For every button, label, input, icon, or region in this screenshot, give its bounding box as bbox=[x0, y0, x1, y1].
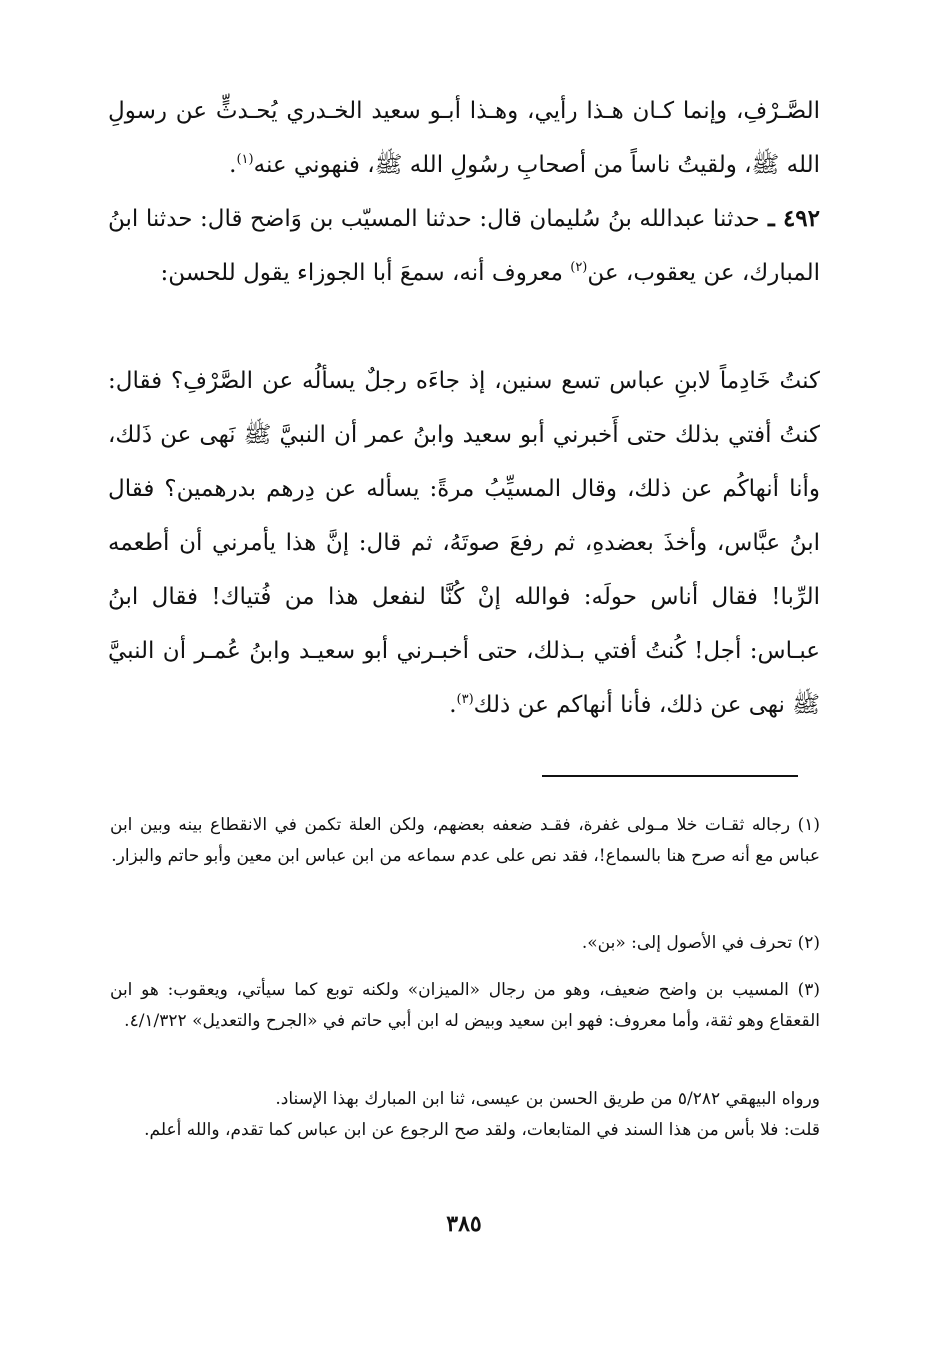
hadith-paragraph bbox=[108, 192, 820, 300]
footnote-3 bbox=[110, 975, 820, 1037]
hadith-number: ٤٩٢ bbox=[782, 205, 820, 232]
matn-text: كنتُ خَادِماً لابنِ عباس تسع سنين، إذ جاءَه رجلٌ يسألُه عن الصَّرْفِ؟ فقال: كنتُ أفتي بذلك حتى أَخبرني أبو سعيد وابنُ عمر أن النبيَّ ﷺ نَهى عن ذَلك، وأنا أنهاكُم عن ذلك، وقال المسيِّبُ مرةً: يسأله عن دِرهم بدرهمين؟ فقال ابنُ عبَّاس، وأخذَ بعضدهِ، ثم رفعَ صوتَهُ، ثم قال: إنَّ هذا يأمرني أن أطعمه الرِّبا! فقال أناس حولَه: فوالله إنْ كُنَّا لنفعل هذا من فُتياك! فقال ابنُ عبـاس: أجل! كُنتُ أفتي بـذلك، حتى أخبـرني أبو سعيـد وابنُ عُمـر أن النبيَّ ﷺ نهى عن ذلك، فأنا أنهاكم عن ذلك bbox=[108, 368, 820, 718]
footnote-3-line-3 bbox=[110, 1115, 820, 1145]
footnote-3-line-3-text: قلت: فلا بأس من هذا السند في المتابعات، ولقد صح الرجوع عن ابن عباس كما تقدم، والله أعلم. bbox=[144, 1120, 820, 1140]
hadith-matn-paragraph bbox=[108, 354, 820, 732]
footnote-1-marker: (١) bbox=[797, 815, 820, 835]
footnote-separator bbox=[542, 775, 798, 777]
footnote-3-marker: (٣) bbox=[797, 980, 820, 1000]
footnote-2 bbox=[110, 928, 820, 959]
footnote-3-line-2-text: ورواه البيهقي ٥/٢٨٢ من طريق الحسن بن عيسى، ثنا ابن المبارك بهذا الإسناد. bbox=[275, 1089, 820, 1109]
footnote-3-text: المسيب بن واضح ضعيف، وهو من رجال «الميزان» ولكنه توبع كما سيأتي، ويعقوب: هو ابن القعقاع وهو ثقة، وأما معروف: فهو ابن سعيد وبيض له ابن أبي حاتم في «الجرح والتعديل» ٤/١/٣٢٢. bbox=[110, 980, 820, 1031]
paragraph-1-end: . bbox=[229, 152, 237, 178]
hadith-number-dash: ـ bbox=[759, 205, 783, 232]
footnote-3-line-2 bbox=[110, 1084, 820, 1114]
page-number: ٣٨٥ bbox=[446, 1211, 482, 1237]
footnote-ref-3: (٣) bbox=[456, 692, 474, 707]
isnad-text: حدثنا عبدالله بنُ سُليمان قال: حدثنا المسيّب بن وَاضح قال: حدثنا ابنُ المبارك، عن يعقوب، عن bbox=[108, 206, 820, 286]
footnote-ref-2: (٢) bbox=[570, 260, 588, 275]
footnote-1 bbox=[110, 810, 820, 872]
body-paragraph-1 bbox=[108, 84, 820, 192]
paragraph-1-text: الصَّـرْفِ، وإنما كـان هـذا رأيي، وهـذا أبـو سعيد الخـدري يُحـدثٍّ عن رسولِ الله ﷺ، ولقيتُ ناساً من أصحابِ رسُولِ الله ﷺ، فنهوني عنه bbox=[108, 98, 820, 178]
footnote-ref-1: (١) bbox=[236, 152, 254, 167]
footnote-2-marker: (٢) bbox=[797, 933, 820, 953]
isnad-text-continued: معروف أنه، سمعَ أبا الجوزاء يقول للحسن: bbox=[160, 260, 571, 286]
matn-end: . bbox=[449, 692, 457, 718]
footnote-2-text: تحرف في الأصول إلى: «بن». bbox=[581, 933, 793, 953]
footnote-1-text: رجاله ثقـات خلا مـولى غفرة، فقـد ضعفه بعضهم، ولكن العلة تكمن في الانقطاع بينه وبين ابن عباس مع أنه صرح هنا بالسماع!، فقد نص على عدم سماعه من ابن عباس ابن معين وأبو حاتم والبزار. bbox=[110, 815, 820, 866]
